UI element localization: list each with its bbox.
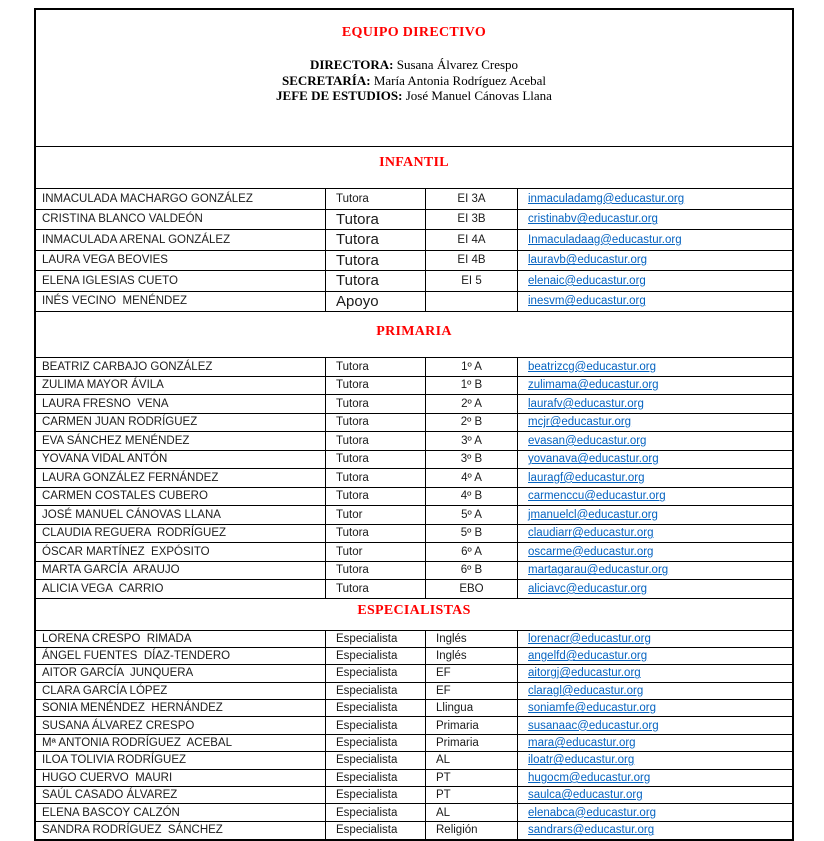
email-link[interactable]: martagarau@educastur.org [528,564,669,577]
email-link[interactable]: angelfd@educastur.org [528,650,648,663]
email-cell [517,717,792,733]
group-cell: Inglés [425,631,517,647]
group-cell: 3º B [425,451,517,469]
group-cell: EF [425,683,517,699]
email-link[interactable]: beatrizcg@educastur.org [528,360,657,373]
group-cell: EBO [425,580,517,598]
directive-member-line [36,88,792,104]
email-cell [517,648,792,664]
email-cell [517,735,792,751]
role-cell: Especialista [325,787,425,803]
role-cell: Tutora [325,432,425,450]
teacher-name-cell: LORENA CRESPO RIMADA [42,632,192,645]
group-cell: 6º A [425,543,517,561]
group-cell: EI 5 [425,271,517,291]
table-row [36,469,792,488]
role-cell: Especialista [325,700,425,716]
teacher-name-cell: CRISTINA BLANCO VALDEÓN [42,213,203,226]
directive-member-name: María Antonia Rodríguez Acebal [370,72,547,88]
email-cell [517,469,792,487]
role-cell: Especialista [325,683,425,699]
email-cell [517,210,792,230]
role-cell: Especialista [325,752,425,768]
teacher-name-cell: AITOR GARCÍA JUNQUERA [42,667,194,680]
role-cell: Tutora [325,395,425,413]
email-link[interactable]: jmanuelcl@educastur.org [528,508,658,521]
email-cell [517,683,792,699]
email-link[interactable]: elenaic@educastur.org [528,274,646,287]
table-row [36,683,792,700]
directive-member-name: José Manuel Cánovas Llana [402,88,552,103]
role-cell: Tutora [325,469,425,487]
email-cell [517,358,792,376]
table-row [36,358,792,377]
table-row [36,488,792,507]
email-link[interactable]: sandrars@educastur.org [528,824,655,837]
email-link[interactable]: lauravb@educastur.org [528,254,648,267]
teacher-name-cell: SONIA MENÉNDEZ HERNÁNDEZ [42,702,223,715]
email-cell [517,395,792,413]
email-cell [517,488,792,506]
table-row [36,292,792,313]
section-title-text: PRIMARIA [376,324,452,339]
table-row [36,451,792,470]
email-link[interactable]: inmaculadamg@educastur.org [528,192,685,205]
staff-section [36,147,792,312]
teacher-name-cell: SAÚL CASADO ÁLVAREZ [42,789,178,802]
email-cell [517,543,792,561]
role-cell: Tutora [325,414,425,432]
teacher-name-cell: INÉS VECINO MENÉNDEZ [42,295,188,308]
email-link[interactable]: susanaac@educastur.org [528,719,659,732]
section-rows [36,631,792,840]
email-link[interactable]: mara@educastur.org [528,737,636,750]
role-cell: Especialista [325,804,425,820]
email-link[interactable]: soniamfe@educastur.org [528,702,657,715]
group-cell: EI 3A [425,189,517,209]
email-link[interactable]: claudiarr@educastur.org [528,527,654,540]
table-row [36,631,792,648]
teacher-name-cell: ELENA IGLESIAS CUETO [42,274,178,287]
group-cell: AL [425,804,517,820]
directive-member-name: Susana Álvarez Crespo [393,57,519,72]
teacher-name-cell: HUGO CUERVO MAURI [42,771,173,784]
role-cell: Tutora [325,377,425,395]
teacher-name-cell: INMACULADA MACHARGO GONZÁLEZ [42,192,253,205]
email-cell [517,822,792,839]
table-row [36,377,792,396]
group-cell: 2º B [425,414,517,432]
email-cell [517,189,792,209]
group-cell: 5º A [425,506,517,524]
email-cell [517,770,792,786]
role-cell: Especialista [325,822,425,839]
email-cell [517,377,792,395]
role-cell: Apoyo [325,292,425,312]
email-link[interactable]: cristinabv@educastur.org [528,213,658,226]
group-cell: PT [425,770,517,786]
table-row [36,230,792,251]
group-cell: EF [425,665,517,681]
email-cell [517,271,792,291]
role-cell: Especialista [325,770,425,786]
directive-members-list [36,57,792,104]
teacher-name-cell: CARMEN JUAN RODRÍGUEZ [42,416,198,429]
section-rows [36,189,792,312]
table-row [36,665,792,682]
email-link[interactable]: saulca@educastur.org [528,789,643,802]
section-header [36,599,792,631]
email-link[interactable]: evasan@educastur.org [528,434,647,447]
email-link[interactable]: oscarme@educastur.org [528,545,654,558]
group-cell [425,292,517,312]
table-row [36,717,792,734]
directive-member-line [36,73,792,89]
table-row [36,804,792,821]
teacher-name-cell: SANDRA RODRÍGUEZ SÁNCHEZ [42,824,223,837]
teacher-name-cell: YOVANA VIDAL ANTÓN [42,453,168,466]
table-row [36,414,792,433]
group-cell: Primaria [425,735,517,751]
teacher-name-cell: BEATRIZ CARBAJO GONZÁLEZ [42,360,213,373]
teacher-name-cell: CLAUDIA REGUERA RODRÍGUEZ [42,527,227,540]
role-cell: Especialista [325,648,425,664]
teacher-name-cell: EVA SÁNCHEZ MENÉNDEZ [42,434,190,447]
email-link[interactable]: mcjr@educastur.org [528,416,632,429]
email-link[interactable]: claragl@educastur.org [528,684,644,697]
email-link[interactable]: lauragf@educastur.org [528,471,645,484]
email-link[interactable]: elenabca@educastur.org [528,806,657,819]
role-cell: Tutor [325,506,425,524]
email-link[interactable]: carmenccu@educastur.org [528,490,666,503]
email-link[interactable]: aliciavc@educastur.org [528,582,648,595]
table-row [36,752,792,769]
table-row [36,506,792,525]
teacher-name-cell: ZULIMA MAYOR ÁVILA [42,379,164,392]
teacher-name-cell: ÓSCAR MARTÍNEZ EXPÓSITO [42,545,210,558]
role-cell: Especialista [325,631,425,647]
role-cell: Tutora [325,451,425,469]
table-row [36,822,792,839]
table-row [36,210,792,231]
teacher-name-cell: LAURA FRESNO VENA [42,397,169,410]
role-cell: Tutora [325,271,425,291]
teacher-name-cell: ÁNGEL FUENTES DÍAZ-TENDERO [42,650,231,663]
table-row [36,395,792,414]
table-row [36,271,792,292]
group-cell: EI 3B [425,210,517,230]
section-title-text: INFANTIL [379,155,449,170]
table-row [36,735,792,752]
table-row [36,700,792,717]
directive-role-label: SECRETARÍA: [281,72,371,88]
teacher-name-cell: CARMEN COSTALES CUBERO [42,490,208,503]
email-cell [517,804,792,820]
role-cell: Tutora [325,580,425,598]
group-cell: PT [425,787,517,803]
group-cell: 5º B [425,525,517,543]
email-cell [517,562,792,580]
email-link[interactable]: Inmaculadaag@educastur.org [528,233,682,246]
email-cell [517,700,792,716]
email-cell [517,292,792,312]
email-cell [517,631,792,647]
email-cell [517,432,792,450]
role-cell: Tutora [325,230,425,250]
group-cell: 1º A [425,358,517,376]
teacher-name-cell: INMACULADA ARENAL GONZÁLEZ [42,233,231,246]
group-cell: Religión [425,822,517,839]
table-row [36,251,792,272]
teacher-name-cell: LAURA GONZÁLEZ FERNÁNDEZ [42,471,219,484]
group-cell: AL [425,752,517,768]
section-header [36,147,792,189]
staff-section [36,599,792,840]
role-cell: Tutora [325,358,425,376]
directive-role-label: JEFE DE ESTUDIOS: [276,88,403,103]
email-link[interactable]: inesvm@educastur.org [528,295,646,308]
table-row [36,543,792,562]
table-row [36,787,792,804]
teacher-name-cell: CLARA GARCÍA LÓPEZ [42,684,168,697]
directive-member-line [36,57,792,73]
role-cell: Tutora [325,488,425,506]
section-header [36,312,792,358]
email-link[interactable]: yovanava@educastur.org [528,453,659,466]
staff-directory-document [34,8,794,841]
teacher-name-cell: Mª ANTONIA RODRÍGUEZ ACEBAL [42,737,233,750]
staff-section [36,312,792,599]
email-link[interactable]: aitorgj@educastur.org [528,667,641,680]
group-cell: 1º B [425,377,517,395]
email-link[interactable]: hugocm@educastur.org [528,771,651,784]
role-cell: Tutora [325,189,425,209]
teacher-name-cell: ELENA BASCOY CALZÓN [42,806,180,819]
role-cell: Especialista [325,665,425,681]
email-cell [517,665,792,681]
email-cell [517,251,792,271]
group-cell: Llingua [425,700,517,716]
email-cell [517,506,792,524]
role-cell: Tutora [325,525,425,543]
email-cell [517,580,792,598]
table-row [36,189,792,210]
table-row [36,648,792,665]
table-row [36,580,792,599]
equipo-directivo-section [36,25,792,147]
role-cell: Especialista [325,735,425,751]
teacher-name-cell: LAURA VEGA BEOVIES [42,254,168,267]
table-row [36,562,792,581]
teacher-name-cell: ALICIA VEGA CARRIO [42,582,164,595]
section-title-text: ESPECIALISTAS [357,602,471,618]
table-row [36,432,792,451]
role-cell: Tutora [325,210,425,230]
group-cell: EI 4A [425,230,517,250]
group-cell: 4º B [425,488,517,506]
group-cell: EI 4B [425,251,517,271]
email-cell [517,787,792,803]
group-cell: Inglés [425,648,517,664]
email-link[interactable]: laurafv@educastur.org [528,397,644,410]
email-cell [517,230,792,250]
section-rows [36,358,792,599]
email-link[interactable]: iloatr@educastur.org [528,754,635,767]
group-cell: 3º A [425,432,517,450]
email-cell [517,525,792,543]
email-link[interactable]: zulimama@educastur.org [528,379,659,392]
table-row [36,770,792,787]
directive-role-label: DIRECTORA: [309,57,394,72]
teacher-name-cell: ILOA TOLIVIA RODRÍGUEZ [42,754,187,767]
email-cell [517,414,792,432]
group-cell: Primaria [425,717,517,733]
role-cell: Tutora [325,251,425,271]
equipo-directivo-title: EQUIPO DIRECTIVO [341,25,487,40]
group-cell: 2º A [425,395,517,413]
email-cell [517,451,792,469]
role-cell: Tutora [325,562,425,580]
teacher-name-cell: SUSANA ÁLVAREZ CRESPO [42,719,195,732]
email-cell [517,752,792,768]
staff-sections [36,147,792,839]
email-link[interactable]: lorenacr@educastur.org [528,632,651,645]
group-cell: 6º B [425,562,517,580]
role-cell: Especialista [325,717,425,733]
teacher-name-cell: JOSÉ MANUEL CÁNOVAS LLANA [42,508,221,521]
table-row [36,525,792,544]
group-cell: 4º A [425,469,517,487]
role-cell: Tutor [325,543,425,561]
teacher-name-cell: MARTA GARCÍA ARAUJO [42,564,180,577]
